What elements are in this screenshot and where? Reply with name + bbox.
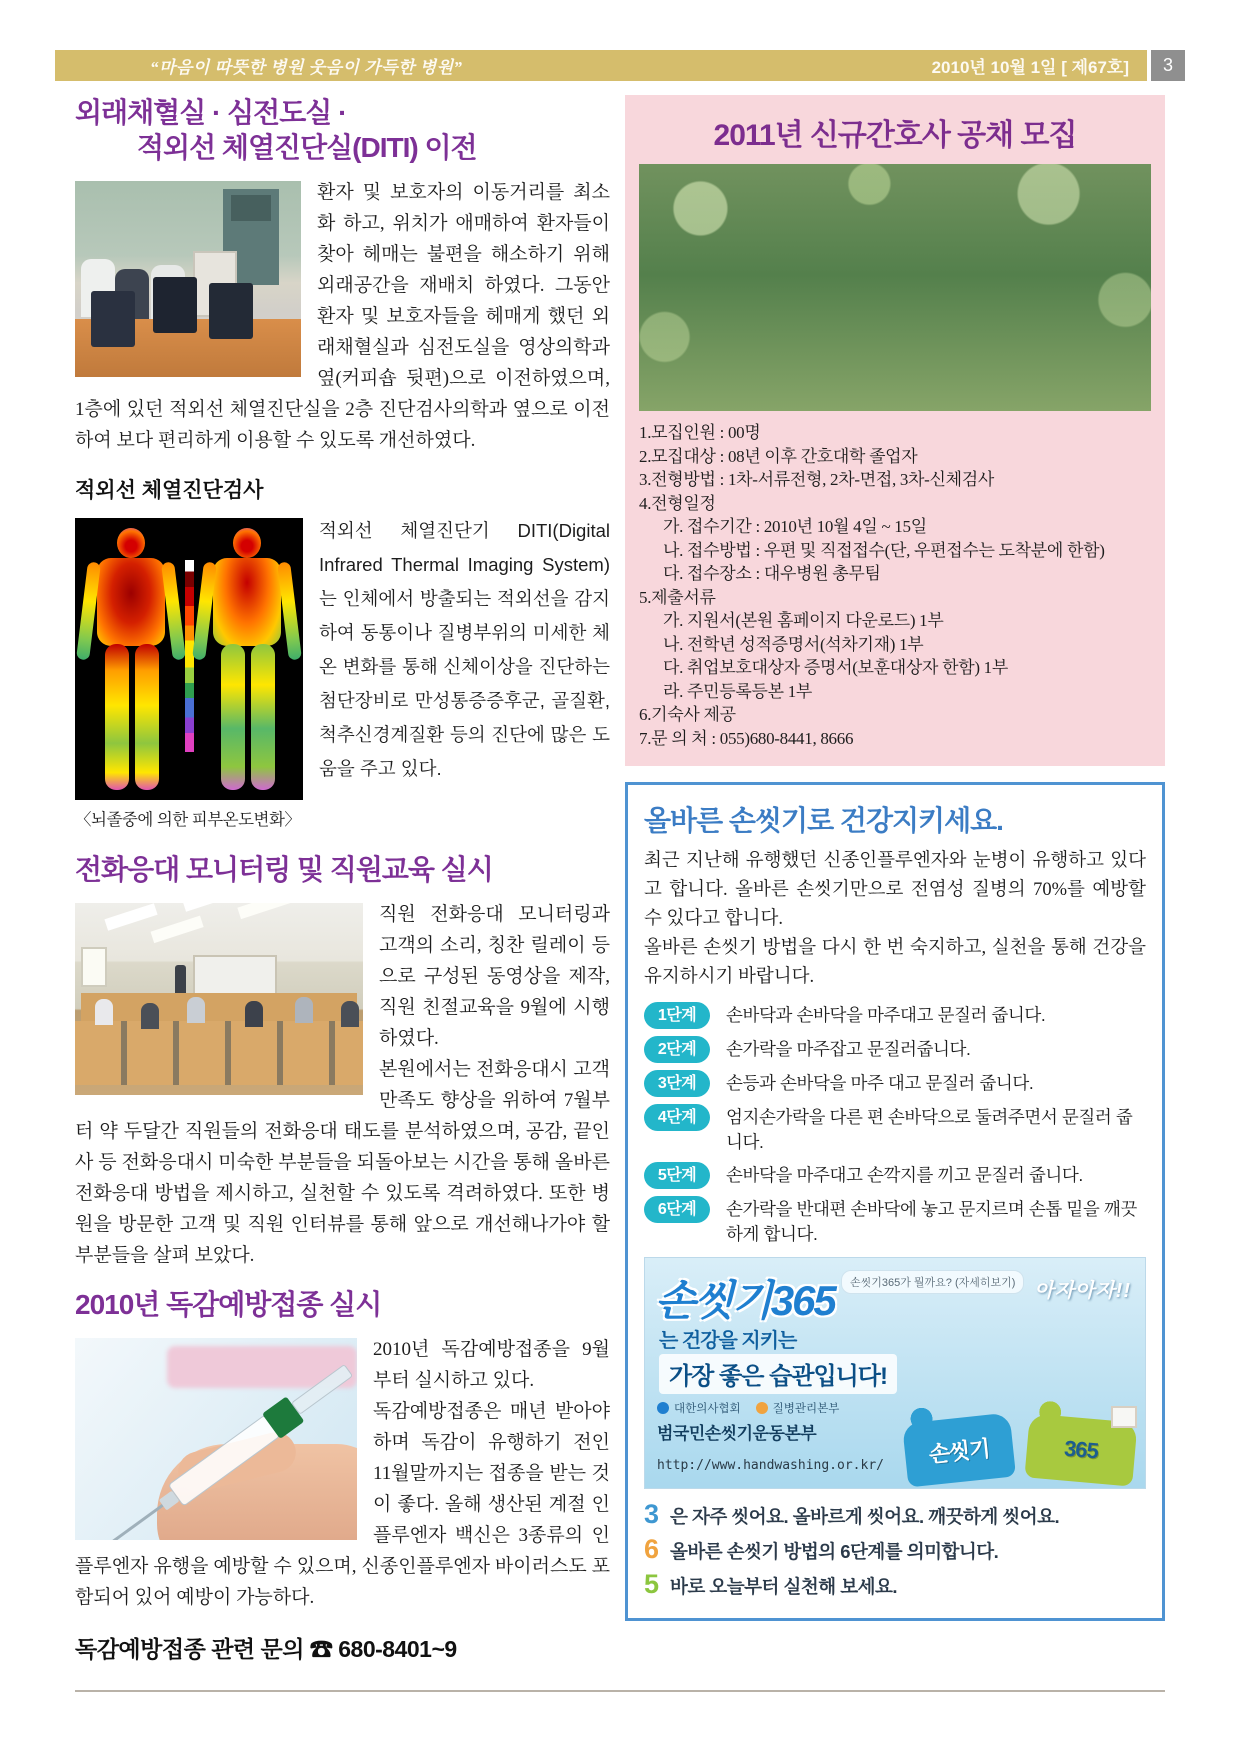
- recruit-title: 2011년 신규간호사 공채 모집: [713, 119, 1077, 152]
- article-move-body: 환자 및 보호자의 이동거리를 최소화 하고, 위치가 애매하여 환자들이 찾아 헤매는 불편을 해소하기 위해 외래공간을 재배치 하였다. 그동안 환자 및 보호자들을 헤매게 했던 외래채혈실과 심전도실을 영상의학과 옆(커피숍 뒷편)으로 이전하였으며, 1층에 있던 적외선 체열진단실을 2층 진단검사의학과 옆으로 이전하여 보다 편리하게 이용할 수 있도록 개선하였다.: [75, 182, 610, 451]
- header-issue-date: 2010년 10월 1일 [ 제67호]: [931, 58, 1129, 77]
- banner-cheer-text: 아자아자!!: [1034, 1280, 1131, 1302]
- header-slogan: “마음이 따뜻한 병원 웃음이 가득한 병원”: [150, 58, 463, 77]
- gift-box-icon: [1111, 1406, 1137, 1428]
- handwash-intro2: 올바른 손씻기 방법을 다시 한 번 숙지하고, 실천을 통해 건강을 유지하시기 바랍니다.: [644, 938, 1146, 987]
- step-text: 손바닥을 마주대고 손깍지를 끼고 문질러 줍니다.: [726, 1165, 1083, 1185]
- outpatient-room-photo: [75, 181, 301, 377]
- syringe-figure: [75, 1338, 357, 1540]
- org3-label: 범국민손씻기운동본부: [657, 1424, 817, 1443]
- note-text: 바로 오늘부터 실천해 보세요.: [670, 1576, 898, 1597]
- article-move-title-line2: 적외선 체열진단실(DITI) 이전: [137, 132, 477, 163]
- recruit-item: 나. 전학년 성적증명서(석차기재) 1부: [663, 634, 924, 654]
- handwash-steps: [644, 1002, 1146, 1247]
- thermal-caption: 〈뇌졸중에 의한 피부온도변화〉: [75, 811, 301, 829]
- recruit-item: 4.전형일정: [639, 493, 716, 513]
- diti-heading: 적외선 체열진단검사: [75, 479, 264, 502]
- banner-speech-bubble: 손씻기365가 뭘까요? (자세히보기): [841, 1270, 1024, 1294]
- article-diti: [75, 514, 610, 836]
- handwash-box: [625, 782, 1165, 1621]
- article-flu-body1: 2010년 독감예방접종을 9월부터 실시하고 있다.: [373, 1339, 610, 1391]
- right-column: [625, 95, 1165, 1621]
- article-phone-title: 전화응대 모니터링 및 직원교육 실시: [75, 854, 493, 885]
- note-line: [644, 1569, 1146, 1600]
- handwash-step: [644, 1070, 1146, 1097]
- handwash-step: [644, 1196, 1146, 1247]
- handwash-step: [644, 1104, 1146, 1155]
- step-badge: 5단계: [644, 1162, 710, 1189]
- thermal-figure: [75, 518, 303, 830]
- banner-organizations: [657, 1400, 839, 1444]
- banner-url-text: http://www.handwashing.or.kr/: [657, 1458, 884, 1473]
- banner-tagline-1: 는 건강을 지키는: [659, 1330, 797, 1352]
- handwash-intro1: 최근 지난해 유행했던 신종인플루엔자와 눈병이 유행하고 있다고 합니다. 올바른 손씻기만으로 전염성 질병의 70%를 예방할 수 있다고 합니다.: [644, 851, 1146, 929]
- org1-label: 대한의사협회: [674, 1403, 741, 1415]
- article-move: [75, 177, 610, 456]
- note-text: 은 자주 씻어요. 올바르게 씻어요. 깨끗하게 씻어요.: [670, 1506, 1060, 1527]
- step-badge: 3단계: [644, 1070, 710, 1097]
- kcdc-logo-icon: [756, 1402, 768, 1414]
- green-hand-icon: 365: [1024, 1413, 1137, 1486]
- banner-tagline-2: 가장 좋은 습관입니다!: [659, 1354, 897, 1394]
- note-number: 3: [644, 1499, 660, 1529]
- kma-logo-icon: [657, 1402, 669, 1414]
- recruit-list: [639, 421, 1151, 750]
- handwashing-365-banner: [644, 1257, 1146, 1489]
- note-number: 5: [644, 1569, 660, 1599]
- article-diti-body: 적외선 체열진단기 DITI(Digital Infrared Thermal Imaging System)는 인체에서 방출되는 적외선을 감지하여 동통이나 질병부위의 미세한 체온 변화를 통해 신체이상을 진단하는 첨단장비로 만성통증증후군, 골질환, 척추신경계질환 등의 진단에 많은 도움을 주고 있다.: [319, 520, 610, 779]
- recruit-item: 라. 주민등록등본 1부: [663, 681, 813, 701]
- recruit-item: 3.전형방법 : 1차-서류전형, 2차-면접, 3차-신체검사: [639, 470, 995, 489]
- recruit-item: 다. 취업보호대상자 증명서(보훈대상자 한함) 1부: [663, 658, 1008, 677]
- handwash-step: [644, 1036, 1146, 1063]
- header-bar: [55, 50, 1147, 81]
- step-text: 손가락을 마주잡고 문질러줍니다.: [726, 1039, 971, 1059]
- note-text: 올바른 손씻기 방법의 6단계를 의미합니다.: [670, 1541, 999, 1562]
- step-text: 손등과 손바닥을 마주 대고 문질러 줍니다.: [726, 1073, 1034, 1093]
- flu-contact-line: 독감예방접종 관련 문의 ☎ 680-8401~9: [75, 1636, 457, 1662]
- note-line: [644, 1534, 1146, 1565]
- handwash-step: [644, 1162, 1146, 1189]
- recruit-item: 1.모집인원 : 00명: [639, 423, 761, 442]
- note-number: 6: [644, 1534, 660, 1564]
- thermal-image: [75, 518, 303, 800]
- recruit-item: 나. 접수방법 : 우편 및 직접접수(단, 우편접수는 도착분에 한함): [663, 540, 1105, 560]
- nurses-photo: [639, 164, 1151, 411]
- classroom-photo: [75, 903, 363, 1095]
- banner-hands-illustration: [905, 1396, 1135, 1482]
- handwash-notes: [644, 1499, 1146, 1600]
- step-text: 엄지손가락을 다른 편 손바닥으로 둘려주면서 문질러 줍니다.: [726, 1107, 1133, 1152]
- recruit-item: 7.문 의 처 : 055)680-8441, 8666: [639, 728, 854, 748]
- blue-hand-icon: 손씻기: [902, 1413, 1016, 1488]
- page-number: 3: [1151, 50, 1185, 81]
- handwash-title: 올바른 손씻기로 건강지키세요.: [644, 805, 1003, 836]
- step-badge: 4단계: [644, 1104, 710, 1131]
- org2-label: 질병관리본부: [772, 1403, 840, 1415]
- outpatient-room-figure: [75, 181, 301, 377]
- classroom-figure: [75, 903, 363, 1095]
- handwash-step: [644, 1002, 1146, 1029]
- recruit-item: 5.제출서류: [639, 587, 716, 607]
- article-flu: [75, 1334, 610, 1613]
- step-badge: 6단계: [644, 1196, 710, 1223]
- article-flu-title: 2010년 독감예방접종 실시: [75, 1289, 382, 1320]
- step-badge: 1단계: [644, 1002, 710, 1029]
- article-flu-body2: 독감예방접종은 매년 받아야 하며 독감이 유행하기 전인 11월말까지는 접종을 받는 것이 좋다. 올해 생산된 계절 인플루엔자 백신은 3종류의 인플루엔자 유행을 예방할 수 있으며, 신종인플루엔자 바이러스도 포함되어 있어 예방이 가능하다.: [75, 1401, 610, 1608]
- step-text: 손가락을 반대편 손바닥에 놓고 문지르며 손톱 밑을 깨끗하게 합니다.: [726, 1199, 1137, 1244]
- banner-logo-text: 손씻기365: [655, 1277, 835, 1324]
- recruit-item: 2.모집대상 : 08년 이후 간호대학 졸업자: [639, 446, 918, 466]
- recruit-box: [625, 95, 1165, 766]
- recruit-item: 6.기숙사 제공: [639, 705, 736, 724]
- recruit-item: 다. 접수장소 : 대우병원 총무팀: [663, 564, 881, 583]
- recruit-item: 가. 접수기간 : 2010년 10월 4일 ~ 15일: [663, 517, 927, 536]
- article-move-title-line1: 외래채혈실 · 심전도실 ·: [75, 97, 347, 128]
- article-phone-body2: 본원에서는 전화응대시 고객만족도 향상을 위하여 7월부터 약 두달간 직원들의 전화응대 태도를 분석하였으며, 공감, 끝인사 등 전화응대시 미숙한 부분들을 되돌아보는 시간을 통해 올바른 전화응대 방법을 제시하고, 실천할 수 있도록 격려하였다. 또한 병원을 방문한 고객 및 직원 인터뷰를 통해 앞으로 개선해나가야 할 부분들을 살펴 보았다.: [75, 1059, 610, 1266]
- footer-divider: [75, 1690, 1165, 1692]
- left-column: [75, 95, 610, 1664]
- step-badge: 2단계: [644, 1036, 710, 1063]
- article-phone: [75, 899, 610, 1271]
- syringe-photo: [75, 1338, 357, 1540]
- recruit-item: 가. 지원서(본원 홈페이지 다운로드) 1부: [663, 611, 944, 630]
- step-text: 손바닥과 손바닥을 마주대고 문질러 줍니다.: [726, 1005, 1046, 1025]
- article-phone-body1: 직원 전화응대 모니터링과 고객의 소리, 칭찬 릴레이 등으로 구성된 동영상을 제작, 직원 친절교육을 9월에 시행하였다.: [379, 904, 610, 1049]
- note-line: [644, 1499, 1146, 1530]
